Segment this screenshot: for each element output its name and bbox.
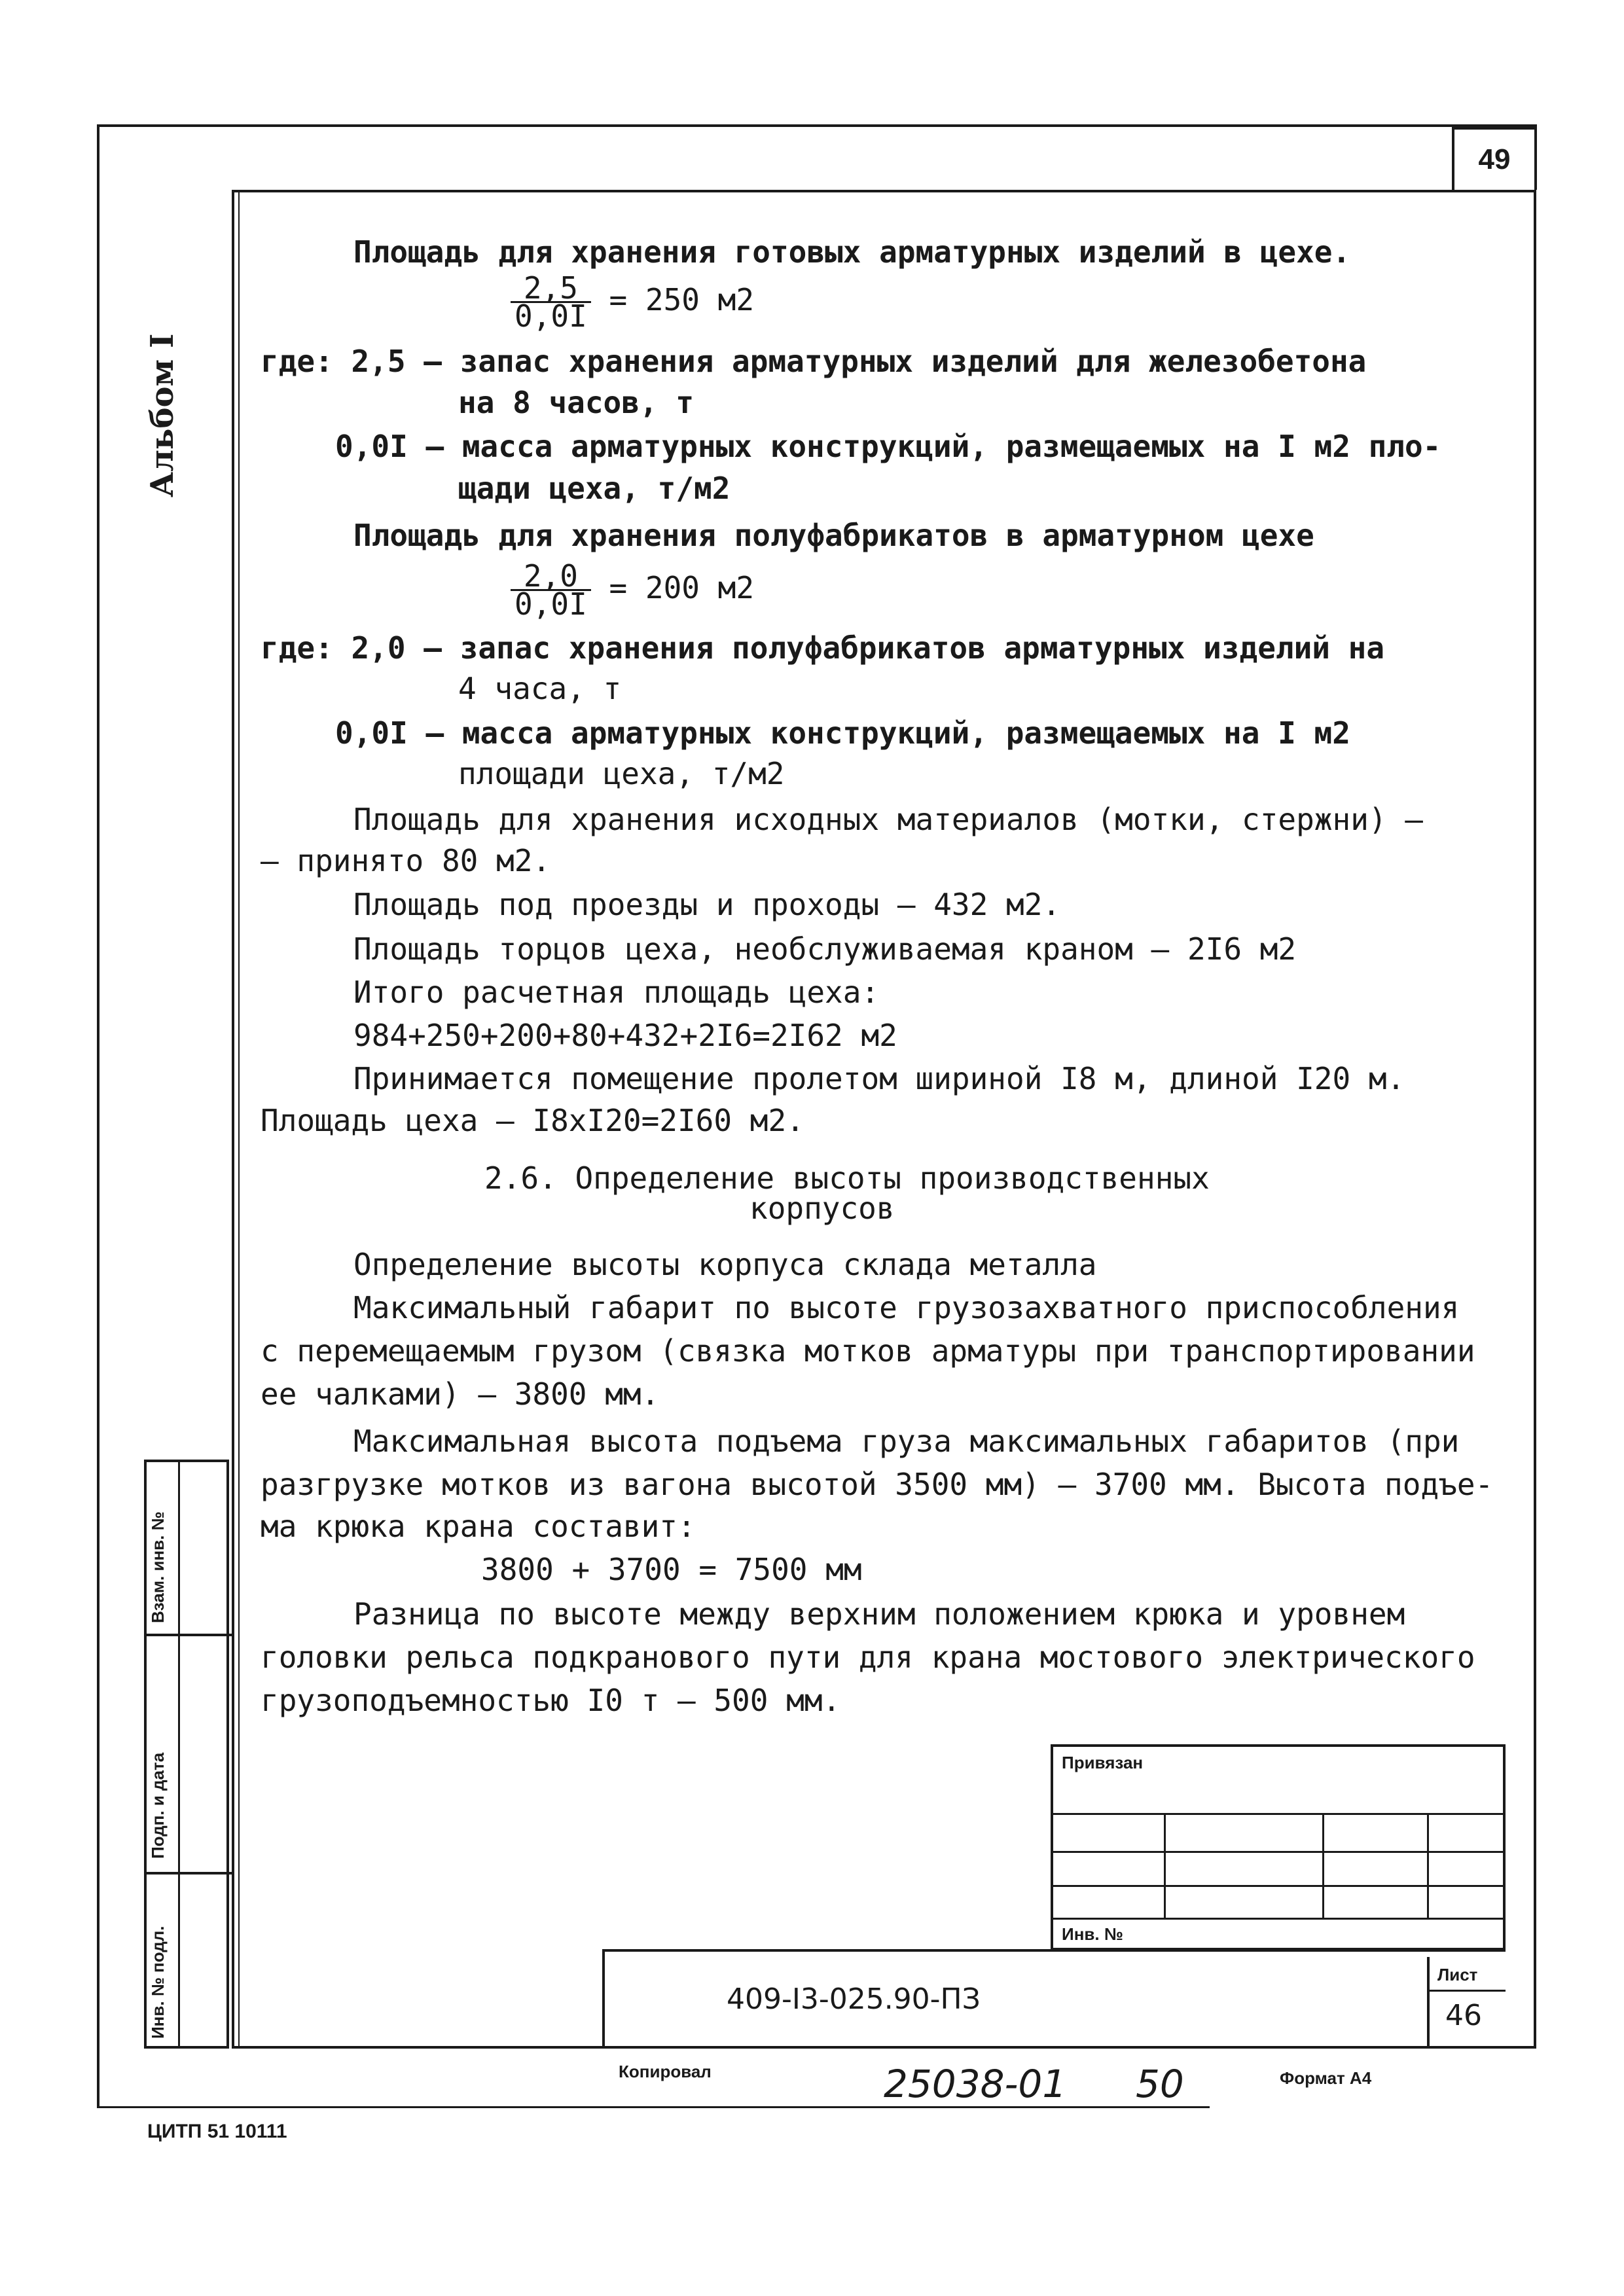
body-line: площади цеха, т/м2 (458, 756, 785, 791)
body-line: 3800 + 3700 = 7500 мм (481, 1552, 862, 1587)
stamp-doc-code: 409-I3-025.90-ПЗ (727, 1982, 981, 2016)
body-line: грузоподъемностью I0 т – 500 мм. (261, 1683, 841, 1718)
stamp-grid-line (1051, 1851, 1506, 1853)
body-line: головки рельса подкранового пути для крана мостового электрического (261, 1640, 1475, 1675)
stamp-sheet-label: Лист (1437, 1965, 1478, 1984)
stamp-privyazan-label: Привязан (1062, 1753, 1144, 1772)
body-line: Площадь под проезды и проходы – 432 м2. (353, 887, 1061, 922)
side-stamp-inv-podl: Инв. № подл. (148, 1926, 168, 2039)
body-line: Площадь для хранения исходных материалов (мотки, стержни) – (353, 802, 1423, 837)
stamp-grid-col (1322, 1813, 1324, 1918)
body-line: Максимальная высота подъема груза максимальных габаритов (при (353, 1424, 1460, 1459)
body-line: на 8 часов, т (458, 385, 695, 420)
outer-frame-bottom (97, 2106, 1210, 2108)
footer-copy-number: 50 (1136, 2062, 1184, 2106)
body-line: щади цеха, т/м2 (458, 471, 731, 506)
side-stamp-row (144, 1872, 232, 1874)
stamp-grid-line (1051, 1918, 1506, 1920)
stamp-grid-col (1164, 1813, 1166, 1918)
album-label: Альбом I (144, 333, 181, 497)
side-stamp-row (144, 1634, 232, 1636)
stamp-sheet-divider (1427, 1990, 1506, 1992)
side-stamp-vzam: Взам. инв. № (148, 1511, 168, 1623)
body-line: ее чалками) – 3800 мм. (261, 1376, 660, 1412)
inner-frame-left-double (238, 190, 240, 2049)
body-line: ма крюка крана составит: (261, 1509, 696, 1544)
body-line: Разница по высоте между верхним положением крюка и уровнем (353, 1596, 1405, 1632)
side-stamp-podp: Подп. и дата (148, 1752, 168, 1859)
page-number-box (1452, 127, 1537, 190)
body-line: 984+250+200+80+432+2I6=2I62 м2 (353, 1018, 897, 1053)
body-line: Площадь для хранения полуфабрикатов в арматурном цехе (353, 518, 1314, 553)
page-number: 49 (1478, 143, 1511, 175)
fraction: $\frac{2,5}{0,0I}$ (511, 275, 591, 329)
body-line: Максимальный габарит по высоте грузозахватного приспособления (353, 1290, 1460, 1325)
footer-format: Формат А4 (1280, 2068, 1372, 2088)
body-line: 4 часа, т (458, 671, 622, 706)
fraction: $\frac{2,0}{0,0I}$ (511, 563, 591, 617)
body-line: Площадь торцов цеха, необслуживаемая краном – 2I6 м2 (353, 931, 1297, 967)
outer-frame-top (97, 124, 1537, 127)
footer-order-number: 25038-01 (884, 2062, 1067, 2106)
footer-kopiroval: Копировал (619, 2062, 712, 2081)
body-line: где: 2,0 – запас хранения полуфабрикатов арматурных изделий на (261, 630, 1385, 666)
footer-citp: ЦИТП 51 10111 (147, 2121, 287, 2142)
body-line: Итого расчетная площадь цеха: (353, 975, 880, 1010)
body-line: Площадь цеха – I8xI20=2I60 м2. (261, 1103, 804, 1138)
formula-area-1: $\frac{2,5}{0,0I}$ = 250 м2 (511, 275, 754, 329)
body-line: Площадь для хранения готовых арматурных изделий в цехе. (353, 234, 1351, 270)
body-line: где: 2,5 – запас хранения арматурных изделий для железобетона (261, 344, 1367, 379)
stamp-grid-line (1051, 1885, 1506, 1887)
section-heading: корпусов (749, 1191, 895, 1226)
body-line: – принято 80 м2. (261, 843, 551, 878)
formula-area-2: $\frac{2,0}{0,0I}$ = 200 м2 (511, 563, 754, 617)
body-line: Определение высоты корпуса склада металла (353, 1247, 1097, 1282)
body-line: разгрузке мотков из вагона высотой 3500 мм) – 3700 мм. Высота подъе- (261, 1467, 1494, 1502)
stamp-inv-label: Инв. № (1062, 1924, 1123, 1944)
section-heading: 2.6. Определение высоты производственных (484, 1160, 1210, 1196)
stamp-grid-col (1427, 1813, 1429, 1918)
stamp-sheet-number: 46 (1445, 1999, 1482, 2032)
body-line: 0,0I – масса арматурных конструкций, размещаемых на I м2 (335, 715, 1350, 751)
body-line: с перемещаемым грузом (связка мотков арматуры при транспортировании (261, 1333, 1475, 1369)
body-line: Принимается помещение пролетом шириной I8 м, длиной I20 м. (353, 1061, 1405, 1096)
stamp-grid-line (1051, 1813, 1506, 1815)
outer-frame-left (97, 124, 99, 2108)
side-stamp-divider (178, 1460, 180, 2049)
body-line: 0,0I – масса арматурных конструкций, размещаемых на I м2 пло- (335, 429, 1441, 464)
